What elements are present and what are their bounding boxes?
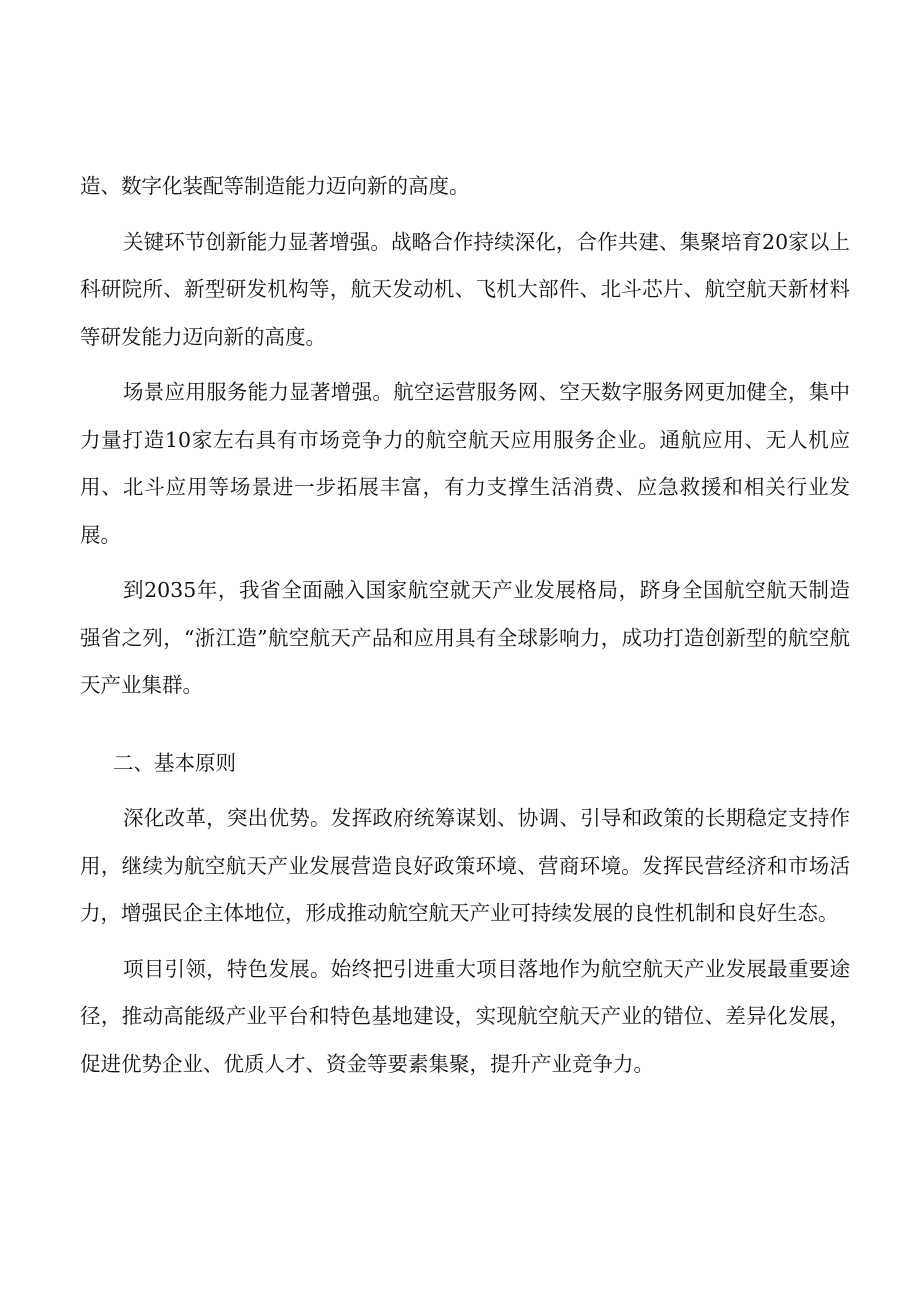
continuation-paragraph: 造、数字化装配等制造能力迈向新的高度。 xyxy=(80,174,470,198)
paragraph-application-services: 场景应用服务能力显著增强。航空运营服务网、空天数字服务网更加健全，集中力量打造10家左右具有市场竞争力的航空航天应用服务企业。通航应用、无人机应用、北斗应用等场景进一步拓展丰富，有力支撑生活消费、应急救援和相关行业发展。 xyxy=(80,380,850,547)
paragraph-project-lead: 项目引领，特色发展。始终把引进重大项目落地作为航空航天产业发展最重要途径，推动高能级产业平台和特色基地建设，实现航空航天产业的错位、差异化发展，促进优势企业、优质人才、资金等要素集聚，提升产业竞争力。 xyxy=(80,956,850,1076)
paragraph-2035-goal: 到2035年，我省全面融入国家航空就天产业发展格局，跻身全国航空航天制造强省之列，“浙江造”航空航天产品和应用具有全球影响力，成功打造创新型的航空航天产业集群。 xyxy=(80,578,850,697)
paragraph-reform: 深化改革，突出优势。发挥政府统筹谋划、协调、引导和政策的长期稳定支持作用，继续为航空航天产业发展营造良好政策环境、营商环境。发挥民营经济和市场活力，增强民企主体地位，形成推动航空航天产业可持续发展的良性机制和良好生态。 xyxy=(80,806,850,925)
section-heading: 二、基本原则 xyxy=(113,750,236,775)
document-body xyxy=(80,163,850,1096)
paragraph-innovation: 关键环节创新能力显著增强。战略合作持续深化，合作共建、集聚培育20家以上科研院所、新型研发机构等，航天发动机、飞机大部件、北斗芯片、航空航天新材料等研发能力迈向新的高度。 xyxy=(80,229,850,349)
